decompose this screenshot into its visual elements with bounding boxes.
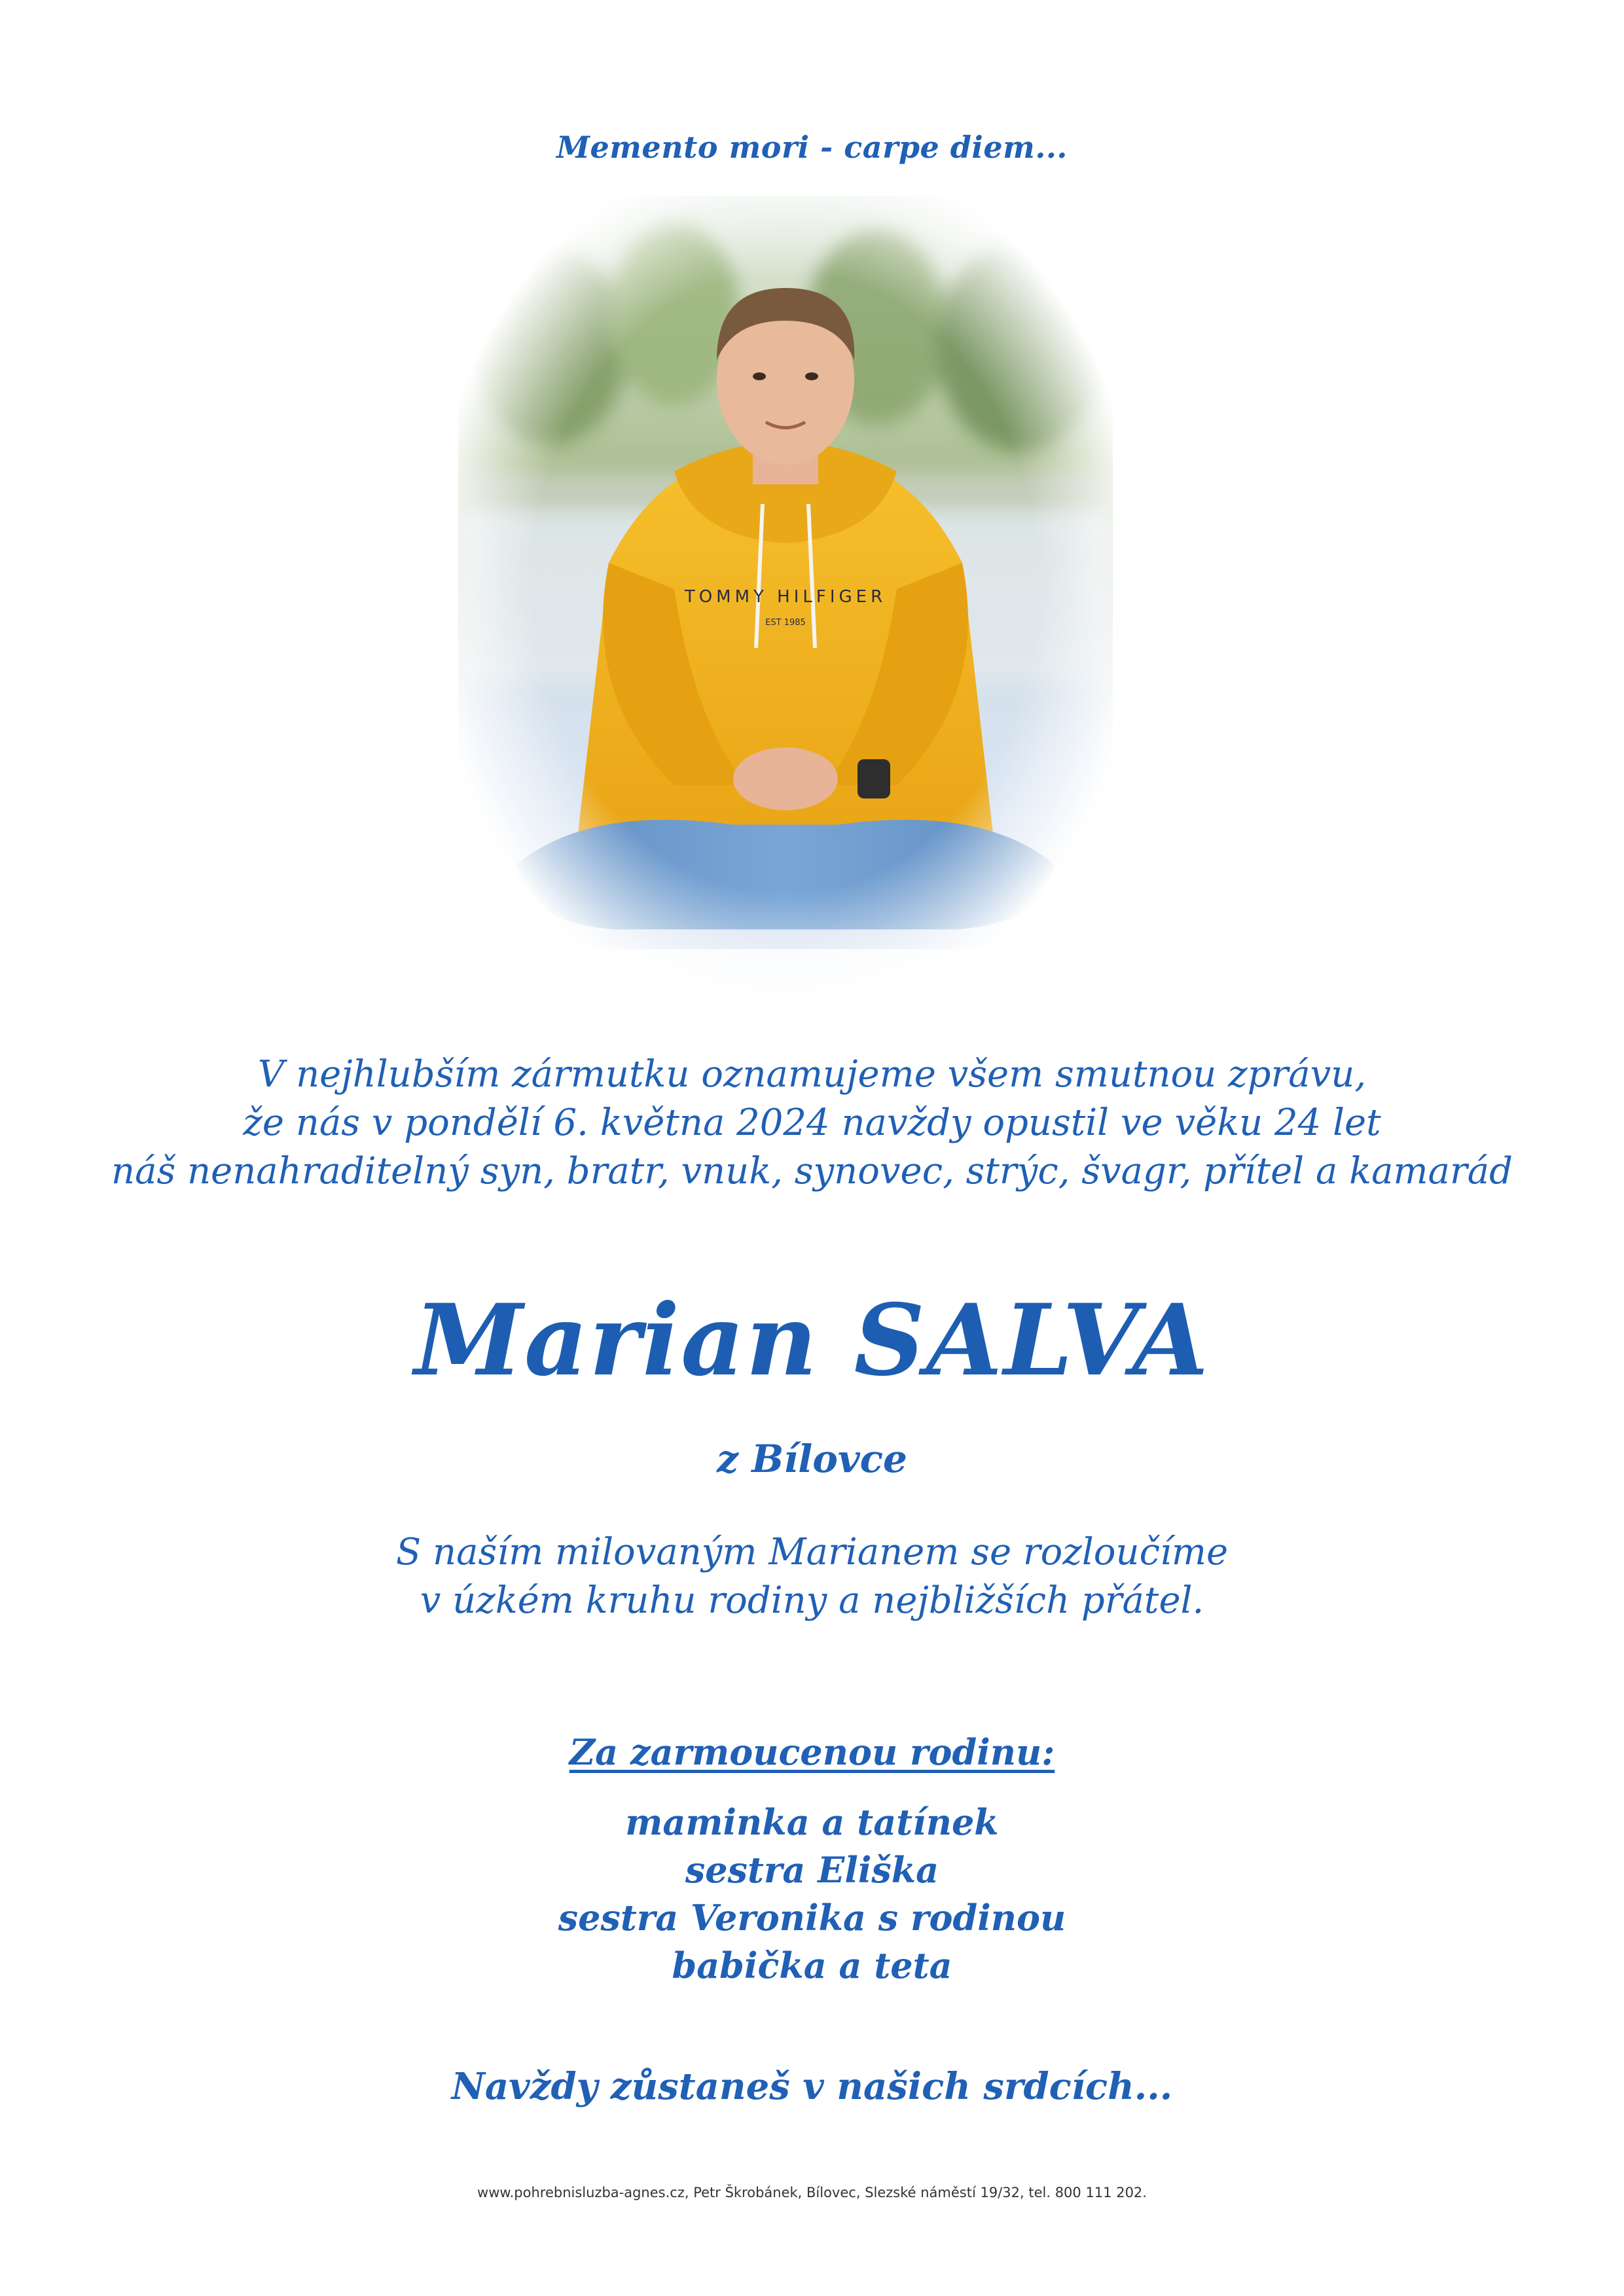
family-list — [0, 1799, 1624, 1990]
origin-text: z Bílovce — [717, 1437, 907, 1481]
announcement-line: náš nenahraditelný syn, bratr, vnuk, synovec, strýc, švagr, přítel a kamarád — [111, 1150, 1513, 1193]
farewell-text — [0, 1528, 1624, 1625]
family-heading: Za zarmoucenou rodinu: — [569, 1731, 1055, 1773]
family-member: maminka a tatínek — [625, 1801, 999, 1843]
family-member: sestra Veronika s rodinou — [558, 1897, 1066, 1939]
family-member: sestra Eliška — [685, 1849, 939, 1891]
announcement-line: že nás v pondělí 6. května 2024 navždy opustil ve věku 24 let — [243, 1102, 1381, 1144]
farewell-line: S naším milovaným Marianem se rozloučíme — [395, 1531, 1229, 1573]
announcement-text — [0, 1050, 1624, 1196]
closing-text: Navždy zůstaneš v našich srdcích... — [451, 2065, 1173, 2108]
family-member: babička a teta — [672, 1945, 952, 1986]
footer-contact: www.pohrebnisluzba-agnes.cz, Petr Škrobánek, Bílovec, Slezské náměstí 19/32, tel. 800 111 202. — [477, 2185, 1147, 2200]
portrait-photo — [458, 196, 1113, 1001]
motto: Memento mori - carpe diem... — [556, 130, 1068, 165]
farewell-line: v úzkém kruhu rodiny a nejbližších přátel. — [420, 1579, 1204, 1622]
announcement-line: V nejhlubším zármutku oznamujeme všem smutnou zprávu, — [257, 1053, 1367, 1096]
deceased-name: Marian SALVA — [414, 1283, 1210, 1398]
